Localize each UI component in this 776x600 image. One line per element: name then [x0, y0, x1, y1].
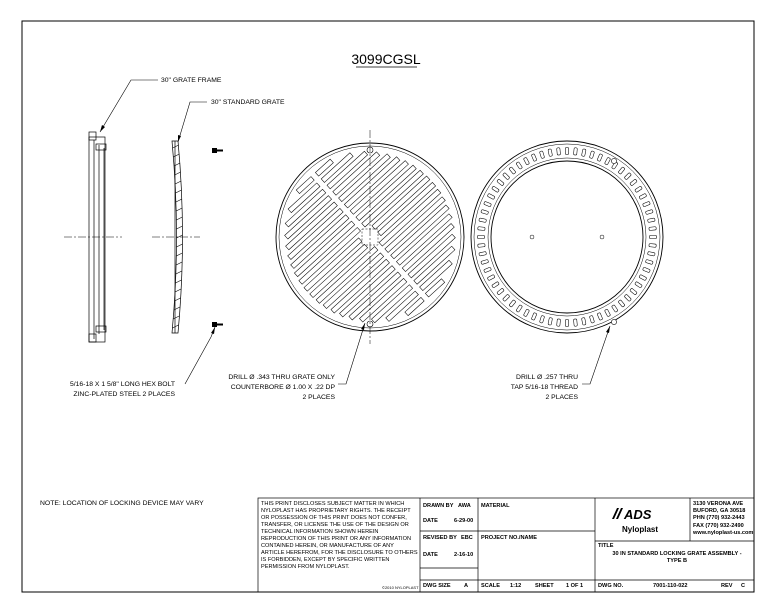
grate-slot — [323, 253, 383, 309]
frame-slot — [481, 259, 489, 264]
grate-slot — [396, 214, 452, 265]
section-rib — [176, 262, 182, 265]
section-rib — [172, 325, 178, 328]
section-rib — [173, 145, 179, 148]
frame-slot — [604, 309, 610, 317]
section-rib — [176, 199, 182, 202]
label-bolt-line2: ZINC-PLATED STEEL 2 PLACES — [73, 391, 175, 398]
section-rib — [175, 280, 181, 283]
section-rib — [176, 208, 182, 211]
title-label: TITLE — [598, 543, 614, 549]
grate-slot — [344, 157, 399, 208]
drawn-by-label: DRAWN BY — [423, 503, 454, 509]
grate-slot — [402, 224, 454, 272]
address-line: www.nyloplast-us.com — [693, 529, 754, 536]
section-rib — [175, 298, 181, 301]
scale-value: 1:12 — [510, 583, 522, 589]
hex-bolt-top — [212, 148, 223, 153]
rev-label: REV — [721, 583, 733, 589]
title-line1: 30 IN STANDARD LOCKING GRATE ASSEMBLY - — [612, 551, 742, 557]
logo-nyloplast-text: Nyloplast — [622, 525, 659, 534]
section-rib — [176, 226, 182, 229]
grate-slot — [372, 176, 430, 229]
frame-slot — [643, 267, 651, 273]
address-line: 3130 VERONA AVE — [693, 501, 744, 507]
frame-slot — [565, 319, 568, 326]
frame-slot — [624, 294, 631, 301]
grate-section-ribs — [172, 145, 182, 328]
frame-slot — [649, 235, 656, 238]
logo-ads-text: ADS — [624, 507, 652, 522]
frame-slot — [618, 167, 625, 175]
frame-slot — [589, 315, 594, 323]
label-drill-frame-line2: TAP 5/16-18 THREAD — [510, 384, 578, 391]
frame-lug-right — [600, 235, 604, 239]
material-label: MATERIAL — [481, 503, 510, 509]
label-drill-frame-line3: 2 PLACES — [545, 394, 578, 401]
frame-slot — [487, 193, 495, 199]
label-bolt-line1: 5/16-18 X 1 5/8" LONG HEX BOLT — [69, 381, 175, 388]
frame-slot — [548, 318, 553, 326]
section-rib — [176, 235, 182, 238]
grate-slot — [425, 279, 444, 297]
grate-slot — [356, 165, 416, 221]
sheet-value: 1 OF 1 — [566, 583, 584, 589]
frame-slot — [509, 300, 516, 308]
revised-date-label: DATE — [423, 552, 438, 558]
grate-slot — [420, 260, 453, 290]
frame-slot — [539, 151, 544, 159]
frame-slot — [509, 167, 516, 175]
frame-lug-left — [530, 235, 534, 239]
frame-slot — [539, 315, 544, 323]
company-address — [693, 501, 753, 537]
frame-slot — [573, 319, 577, 326]
section-rib — [173, 316, 179, 319]
grate-slot — [285, 189, 326, 227]
label-drill-frame-line1: DRILL Ø .257 THRU — [516, 374, 578, 381]
section-rib — [176, 217, 182, 220]
frame-slot — [548, 149, 553, 157]
disclosure-text: THIS PRINT DISCLOSES SUBJECT MATTER IN WHICH NYLOPLAST HAS PROPRIETARY RIGHTS. THE RECEIPT OR POSSESSION OF THIS PRINT DOES NOT CONFER, TRANSFER, OR LICENSE THE USE OF THE DESIGN OR TECHNICAL INFORMATION SHOWN HEREIN REPRODUCTION OF THIS PRINT OR ANY INFORMATION CONTAINED HEREIN, OR MANUFACTURE OF ANY ARTICLE HEREFROM, FOR THE DISCLOSURE TO OTHERS IS FORBIDDEN, EXCEPT BY SPECIFIC WRITTEN PERMISSION FROM NYLOPLAST. — [261, 501, 418, 570]
frame-slot — [582, 149, 587, 157]
grate-slot — [378, 182, 436, 235]
frame-slot — [624, 173, 631, 180]
frame-slot — [639, 274, 647, 280]
dwg-size-value: A — [464, 583, 469, 589]
grate-slot — [349, 272, 401, 320]
grate-slot — [327, 151, 368, 189]
frame-slot — [487, 274, 495, 280]
label-drill-grate-line1: DRILL Ø .343 THRU GRATE ONLY — [228, 374, 335, 381]
project-label: PROJECT NO./NAME — [481, 535, 537, 541]
label-grate-frame: 30" GRATE FRAME — [161, 77, 222, 84]
frame-slot — [492, 281, 500, 288]
section-rib — [176, 253, 182, 256]
frame-slot — [565, 147, 568, 154]
grate-slot — [391, 205, 449, 259]
copyright-text: ©2010 NYLOPLAST — [382, 585, 419, 590]
frame-slot — [479, 252, 487, 257]
frame-slot — [492, 186, 500, 193]
drawing-title: 3099CGSL — [351, 51, 421, 67]
grate-slot — [310, 244, 368, 297]
label-drill-grate-line3: 2 PLACES — [302, 394, 335, 401]
grate-slot — [340, 266, 396, 317]
frame-slot — [597, 313, 603, 321]
dwg-size-label: DWG SIZE — [423, 583, 451, 589]
address-line: PHN (770) 932-2443 — [693, 515, 745, 522]
section-rib — [175, 181, 181, 184]
frame-tap-hole-top — [611, 158, 616, 163]
frame-slot — [648, 218, 656, 223]
ads-logo — [612, 507, 658, 534]
section-rib — [176, 244, 182, 247]
address-line: BUFORD, GA 30518 — [693, 508, 746, 515]
frame-slot — [630, 179, 638, 186]
grate-slot — [286, 202, 338, 250]
frame-slot — [635, 186, 643, 193]
grate-slot — [291, 215, 349, 269]
frame-slot — [478, 227, 485, 231]
section-rib — [175, 172, 181, 175]
scale-label: SCALE — [481, 583, 500, 589]
sheet-label: SHEET — [535, 583, 554, 589]
frame-slot — [649, 227, 656, 231]
grate-slot — [331, 259, 389, 313]
grate-slot — [294, 221, 354, 277]
grate-slot — [296, 177, 314, 194]
frame-slot — [484, 267, 492, 273]
grate-slot — [339, 154, 391, 202]
frame-slot — [557, 148, 561, 155]
frame-slot — [589, 151, 594, 159]
frame-slot — [648, 252, 656, 257]
frame-slot — [643, 201, 651, 207]
frame-slot — [516, 305, 523, 313]
frame-slot — [523, 309, 529, 317]
locking-device-note: NOTE: LOCATION OF LOCKING DEVICE MAY VARY — [40, 500, 204, 507]
frame-tap-hole-bottom — [611, 319, 616, 324]
label-standard-grate: 30" STANDARD GRATE — [211, 99, 285, 106]
frame-slot — [497, 288, 505, 295]
drawn-by-value: AWA — [458, 503, 471, 509]
grate-slot — [405, 297, 424, 315]
grate-slot — [304, 238, 362, 291]
frame-slot — [497, 179, 505, 186]
frame-slot — [484, 201, 492, 207]
section-rib — [173, 154, 179, 157]
dwg-no-value: 7001-110-022 — [653, 583, 688, 589]
frame-slot — [645, 259, 653, 264]
grate-slot — [315, 159, 333, 176]
frame-slot — [611, 305, 618, 313]
frame-slot — [582, 318, 587, 326]
frame-slot — [503, 294, 510, 301]
frame-slot — [630, 288, 638, 295]
frame-slot — [618, 300, 625, 308]
section-rib — [176, 190, 182, 193]
label-drill-grate-line2: COUNTERBORE Ø 1.00 X .22 DP — [230, 384, 335, 391]
grate-slot — [385, 197, 445, 253]
section-rib — [176, 271, 182, 274]
frame-top-view — [471, 141, 663, 333]
frame-slot — [531, 154, 537, 162]
dwg-no-label: DWG NO. — [598, 583, 624, 589]
revised-by-value: EBC — [461, 535, 473, 541]
revised-by-label: REVISED BY — [423, 535, 457, 541]
grate-slot — [288, 208, 343, 259]
frame-slot — [645, 209, 653, 214]
section-rib — [175, 289, 181, 292]
frame-slot — [531, 313, 537, 321]
frame-slot — [481, 209, 489, 214]
frame-slot — [478, 243, 485, 247]
drawn-date-label: DATE — [423, 518, 438, 524]
rev-value: C — [741, 583, 746, 589]
frame-slot — [557, 319, 561, 326]
frame-slot — [503, 173, 510, 180]
frame-slot — [523, 157, 529, 165]
address-line: FAX (770) 932-2490 — [693, 522, 744, 529]
frame-slot — [597, 154, 603, 162]
hex-bolt-bottom — [212, 322, 223, 327]
grate-slot — [288, 183, 320, 213]
frame-slot — [477, 235, 484, 238]
grate-slot — [350, 161, 408, 215]
frame-slot — [635, 281, 643, 288]
frame-slot — [479, 218, 487, 223]
frame-slot — [604, 157, 610, 165]
frame-slot — [639, 193, 647, 199]
frame-slot — [649, 243, 656, 247]
drawn-date-value: 6-29-00 — [454, 518, 474, 524]
frame-slot — [516, 162, 523, 170]
frame-slot — [573, 148, 577, 155]
revised-date-value: 2-16-10 — [454, 552, 474, 558]
title-line2: TYPE B — [666, 558, 688, 564]
